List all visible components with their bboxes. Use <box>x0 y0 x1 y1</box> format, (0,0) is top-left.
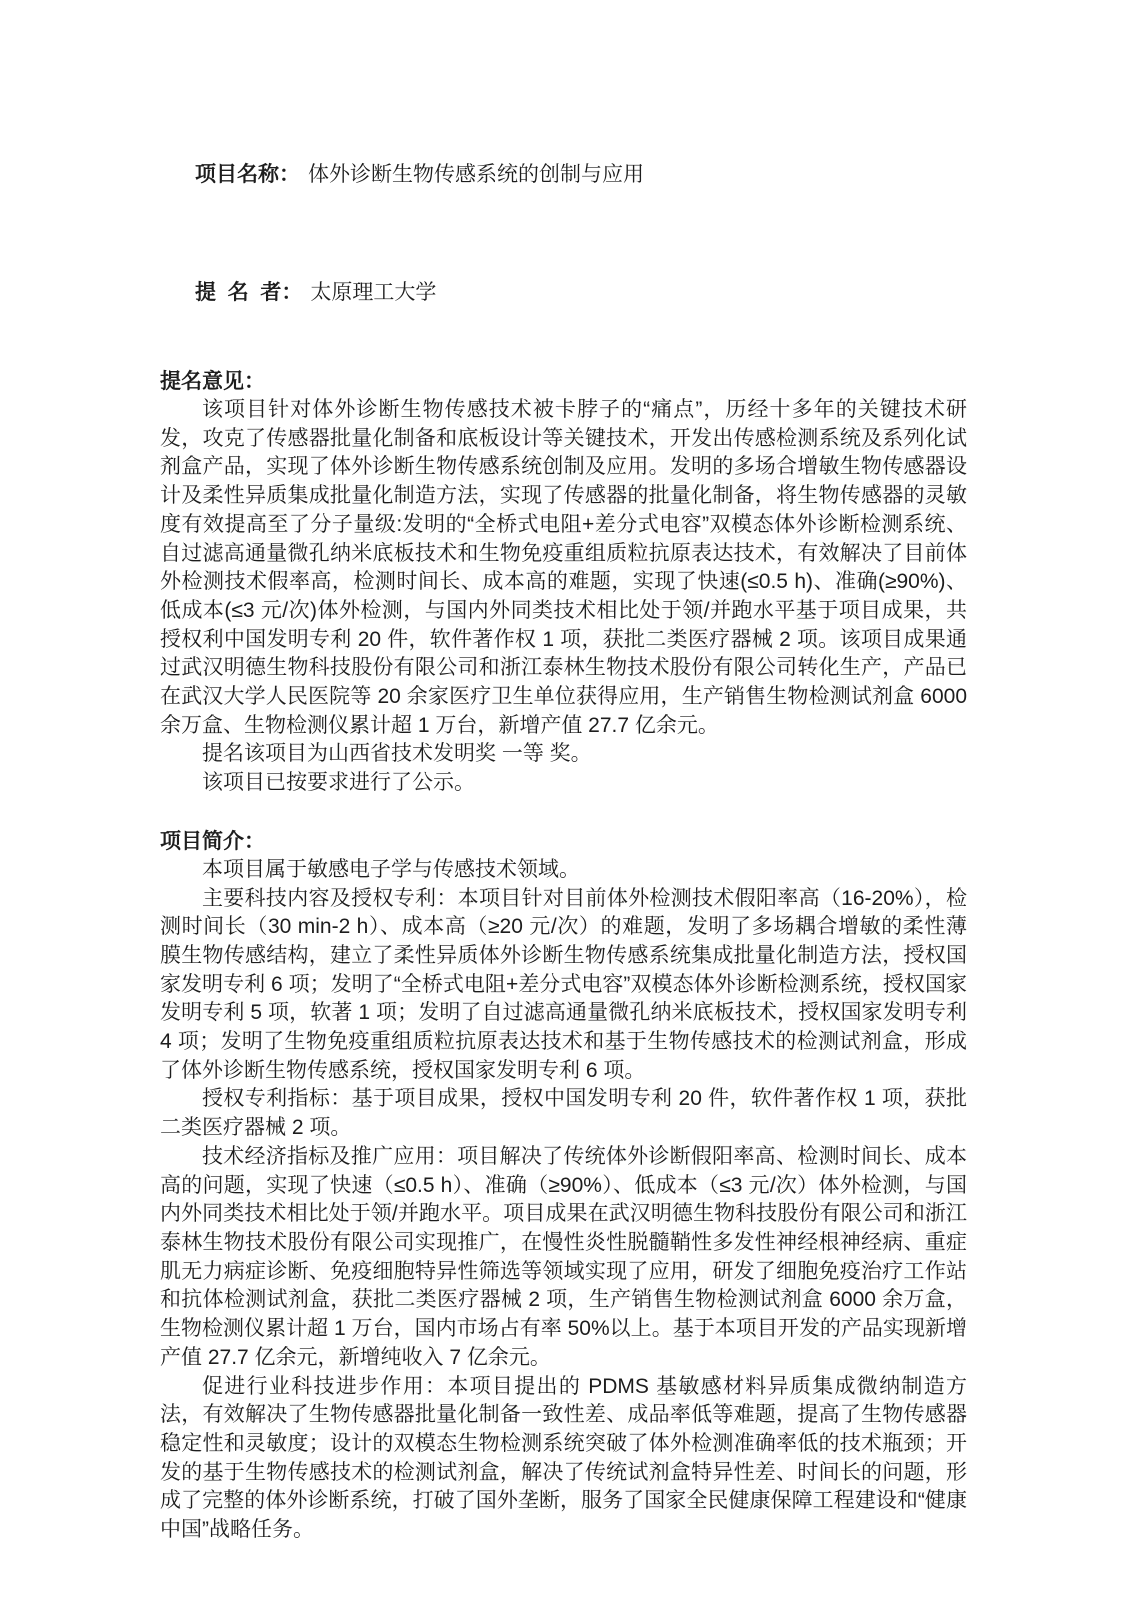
nominator-row <box>160 249 967 336</box>
project-name-value: 体外诊断生物传感系统的创制与应用 <box>308 163 645 186</box>
paragraph: 本项目属于敏感电子学与传感技术领域。 <box>202 857 580 881</box>
paragraph: 技术经济指标及推广应用：项目解决了传统体外诊断假阳率高、检测时间长、成本高的问题，实现了快速（≤0.5 h）、准确（≥90%）、低成本（≤3 元/次）体外检测，与国内外同类技术相比处于领/并跑水平。项目成果在武汉明德生物科技股份有限公司和浙江泰林生物技术股份有限公司实现推广，在慢性炎性脱髓鞘性多发性神经根神经病、重症肌无力病症诊断、免疫细胞特异性筛选等领域实现了应用，研发了细胞免疫治疗工作站和抗体检测试剂盒，获批二类医疗器械 2 项，生产销售生物检测试剂盒 6000 余万盒，生物检测仪累计超 1 万台，国内市场占有率 50%以上。基于本项目开发的产品实现新增产值 27.7 亿余元，新增纯收入 7 亿余元。 <box>160 1144 967 1369</box>
paragraph: 授权专利指标：基于项目成果，授权中国发明专利 20 件，软件著作权 1 项，获批二类医疗器械 2 项。 <box>160 1087 967 1140</box>
nomination-opinion-heading: 提名意见： <box>160 370 265 393</box>
project-name-row <box>160 131 967 218</box>
paragraph: 主要科技内容及授权专利：本项目针对目前体外检测技术假阳率高（16-20%），检测时间长（30 min-2 h）、成本高（≥20 元/次）的难题，发明了多场耦合增敏的柔性薄膜生物传感结构，建立了柔性异质体外诊断生物传感系统集成批量化制造方法，授权国家发明专利 6 项；发明了“全桥式电阻+差分式电容”双模态体外诊断检测系统，授权国家发明专利 5 项，软著 1 项；发明了自过滤高通量微孔纳米底板技术，授权国家发明专利 4 项；发明了生物免疫重组质粒抗原表达技术和基于生物传感技术的检测试剂盒，形成了体外诊断生物传感系统，授权国家发明专利 6 项。 <box>160 886 967 1082</box>
project-intro-heading: 项目简介： <box>160 829 265 853</box>
section-nomination-opinion <box>160 367 967 798</box>
section-project-intro <box>160 827 967 1545</box>
paragraph: 该项目已按要求进行了公示。 <box>202 771 475 795</box>
paragraph: 该项目针对体外诊断生物传感技术被卡脖子的“痛点”，历经十多年的关键技术研发，攻克了传感器批量化制备和底板设计等关键技术，开发出传感检测系统及系列化试剂盒产品，实现了体外诊断生物传感系统创制及应用。发明的多场合增敏生物传感器设计及柔性异质集成批量化制造方法，实现了传感器的批量化制备，将生物传感器的灵敏度有效提高至了分子量级:发明的“全桥式电阻+差分式电容”双模态体外诊断检测系统、自过滤高通量微孔纳米底板技术和生物免疫重组质粒抗原表达技术，有效解决了目前体外检测技术假率高，检测时间长、成本高的难题，实现了快速(≤0.5 h)、准确(≥90%)、低成本(≤3 元/次)体外检测，与国内外同类技术相比处于领/并跑水平基于项目成果，共授权利中国发明专利 20 件，软件著作权 1 项，获批二类医疗器械 2 项。该项目成果通过武汉明德生物科技股份有限公司和浙江泰林生物技术股份有限公司转化生产，产品已在武汉大学人民医院等 20 余家医疗卫生单位获得应用，生产销售生物检测试剂盒 6000 余万盒、生物检测仪累计超 1 万台，新增产值 27.7 亿余元。 <box>160 398 967 737</box>
project-name-label: 项目名称： <box>195 163 301 186</box>
document-content <box>160 131 967 1545</box>
paragraph: 促进行业科技进步作用：本项目提出的 PDMS 基敏感材料异质集成微纳制造方法，有效解决了生物传感器批量化制备一致性差、成品率低等难题，提高了生物传感器稳定性和灵敏度；设计的双模态生物检测系统突破了体外检测准确率低的技术瓶颈；开发的基于生物传感技术的检测试剂盒，解决了传统试剂盒特异性差、时间长的问题，形成了完整的体外诊断系统，打破了国外垄断，服务了国家全民健康保障工程建设和“健康中国”战略任务。 <box>160 1374 967 1542</box>
nominator-label: 提 名 者： <box>195 281 303 304</box>
paragraph: 提名该项目为山西省技术发明奖 一等 奖。 <box>202 742 592 766</box>
nominator-value: 太原理工大学 <box>310 281 437 304</box>
